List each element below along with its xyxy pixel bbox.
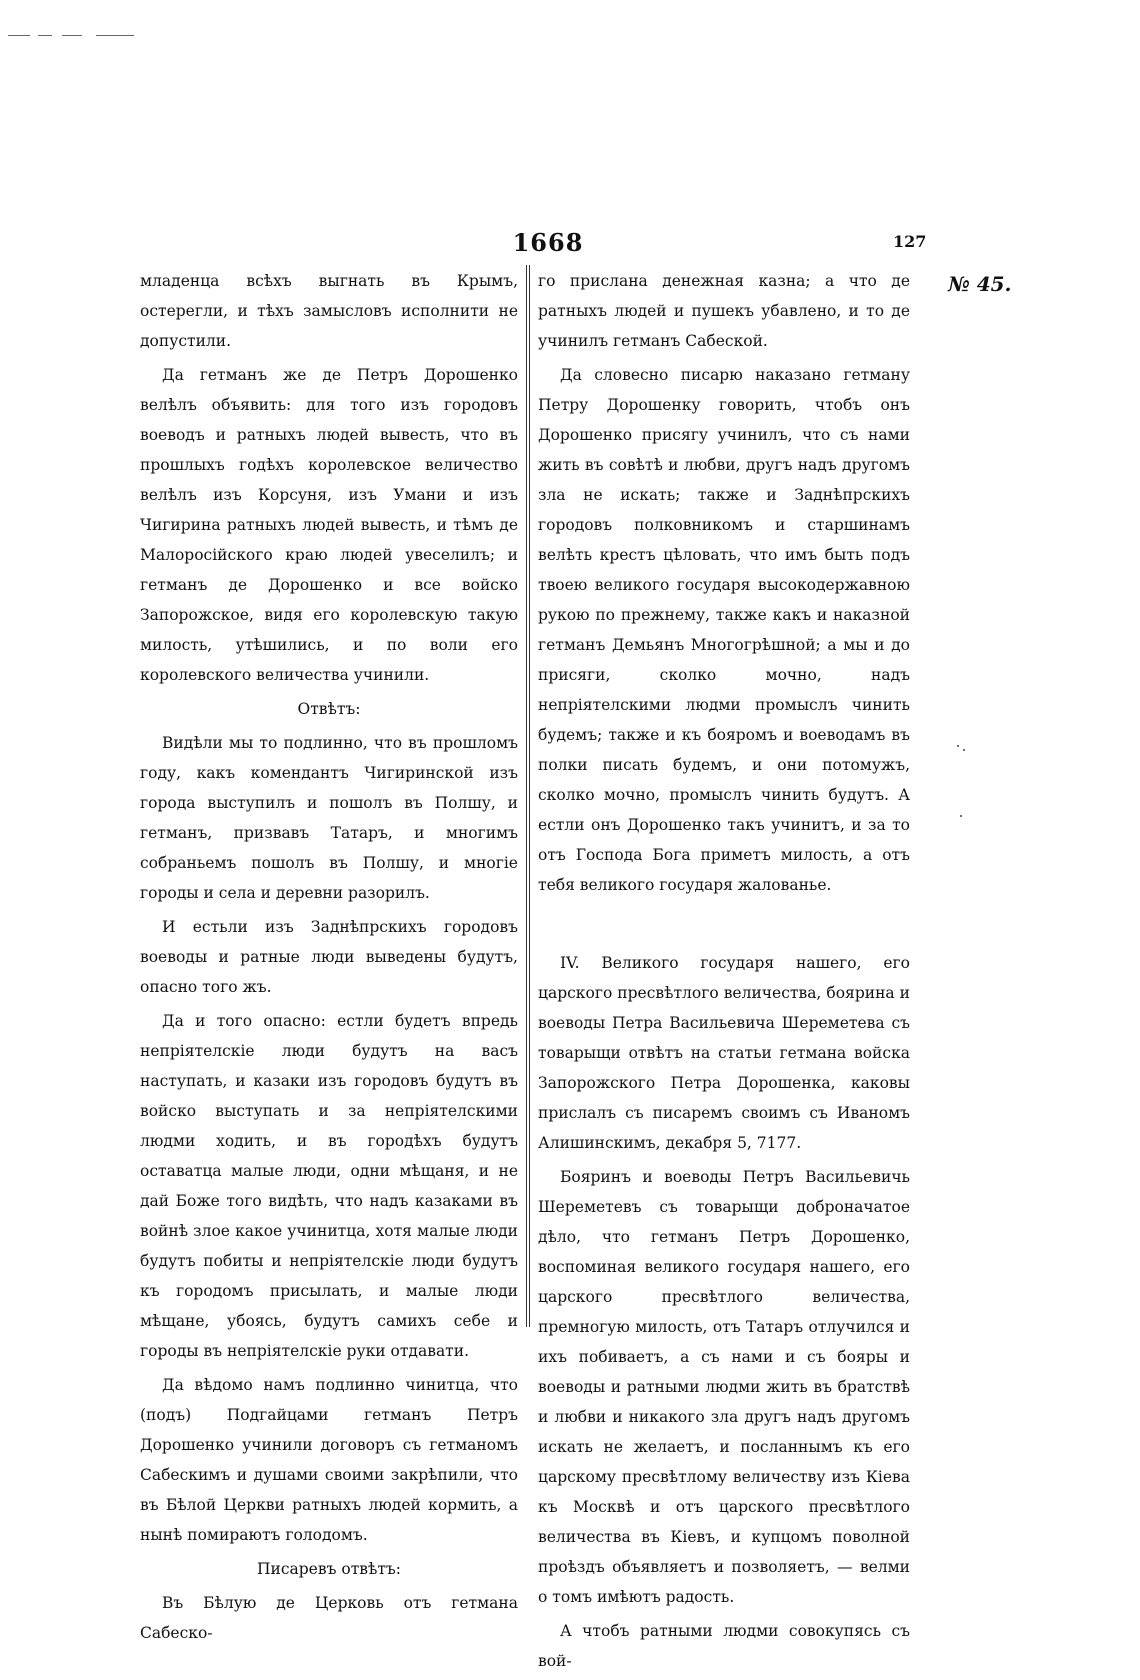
page-number: 127 [893, 232, 927, 251]
paragraph: Да вѣдомо намъ подлинно чинитца, что (подъ) Подгайцами гетманъ Петръ Дорошенко учинили договоръ съ гетманомъ Сабескимъ и душами своими закрѣпили, что въ Бѣлой Церкви ратныхъ людей кормить, а нынѣ помираютъ голодомъ. [140, 1376, 518, 1544]
paragraph: Да словесно писарю наказано гетману Петру Дорошенку говорить, чтобъ онъ Дорошенко присягу учинилъ, что съ нами жить въ совѣтѣ и любви, другъ надъ другомъ зла не искать; также и Заднѣпрскихъ городовъ полковникомъ и старшинамъ велѣть крестъ цѣловать, что имъ быть подъ твоею великого государя высокодержавною рукою по прежнему, также какъ и наказной гетманъ Демьянъ Многогрѣшной; а мы и до присяги, сколко мочно, надъ непріятелскими людми промыслъ чинить будемъ; также и къ бояромъ и воеводамъ въ полки писать будемъ, и они потомужъ, сколко мочно, промыслъ чинить будутъ. А естли онъ Дорошенко такъ учинитъ, и за то отъ Господа Бога приметъ милость, а отъ тебя великого государя жалованье. [538, 366, 910, 894]
answer-heading: Писаревъ отвѣтъ: [256, 1560, 402, 1578]
paragraph: Въ Бѣлую де Церковь отъ гетмана Сабеско- [140, 1594, 518, 1642]
margin-specks [955, 745, 975, 825]
paragraph: Бояринъ и воеводы Петръ Васильевичь Шереметевъ съ товарыщи доброначатое дѣло, что гетманъ Петръ Дорошенко, воспоминая великого государя нашего, его царского пресвѣтлого величества, премногую милость, отъ Татаръ отлучился и ихъ побиваетъ, а съ нами и съ бояры и воеводы и ратными людми жить въ братствѣ и любви и никакого зла другъ надъ другомъ искать не желаетъ, и посланнымъ къ его царскому пресвѣтлому величеству изъ Кіева къ Москвѣ и отъ царского пресвѣтлого величества въ Кіевъ, и купцомъ поволной проѣздъ объявляетъ и позволяетъ, — велми о томъ имѣютъ радость. [538, 1168, 910, 1606]
paragraph: Да и того опасно: естли будетъ впредь непріятелскіе люди будутъ на васъ наступать, и казаки изъ городовъ будутъ въ войско выступать и за непріятелскими людми ходить, и въ городѣхъ будутъ оставатца малые люди, одни мѣщаня, и не дай Боже того видѣть, что надъ казаками въ войнѣ злое какое учинитца, хотя малые люди будутъ побиты и непріятелскіе люди будутъ къ городомъ присылать, и малые люди мѣщане, убоясь, будутъ самихъ себе и городы въ непріятелскіе руки отдавати. [140, 1012, 518, 1360]
paragraph: го прислана денежная казна; а что де ратныхъ людей и пушекъ убавлено, и то де учинилъ гетманъ Сабеской. [538, 272, 910, 350]
paragraph: младенца всѣхъ выгнать въ Крымъ, остерегли, и тѣхъ замысловъ исполнити не допустили. [140, 272, 518, 350]
paragraph: И естьли изъ Заднѣпрскихъ городовъ воеводы и ратные люди выведены будутъ, опасно того жъ. [140, 918, 518, 996]
section-heading: IV. Великого государя нашего, его царского пресвѣтлого величества, боярина и воеводы Петра Васильевича Шереметева съ товарыщи отвѣтъ на статьи гетмана войска Запорожского Петра Дорошенка, каковы прислалъ съ писаремъ своимъ съ Иваномъ Алишинскимъ, декабря 5, 7177. [538, 954, 910, 1152]
paragraph: Видѣли мы то подлинно, что въ прошломъ году, какъ комендантъ Чигиринской изъ города выступилъ и пошолъ въ Полшу, и гетманъ, призвавъ Татаръ, и многимъ собраньемъ пошолъ въ Полшу, и многіе городы и села и деревни разорилъ. [140, 734, 518, 902]
paragraph: А чтобъ ратными людми совокупясь съ вой- [538, 1622, 910, 1670]
page-year-header: 1668 [512, 228, 584, 257]
answer-heading: Отвѣтъ: [297, 700, 361, 718]
document-number: № 45. [948, 272, 1012, 296]
left-column [140, 266, 518, 1652]
paragraph: Да гетманъ же де Петръ Дорошенко велѣлъ объявить: для того изъ городовъ воеводъ и ратныхъ людей вывесть, что въ прошлыхъ годѣхъ королевское величество велѣлъ изъ Корсуня, изъ Умани и изъ Чигирина ратныхъ людей вывесть, и тѣмъ де Малоросійского краю людей увеселилъ; и гетманъ де Дорошенко и все войско Запорожское, видя его королевскую такую милость, утѣшились, и по воли его королевского величества учинили. [140, 366, 518, 684]
top-edge-marks [8, 32, 138, 38]
column-divider [526, 265, 530, 1327]
right-column [538, 266, 910, 1680]
